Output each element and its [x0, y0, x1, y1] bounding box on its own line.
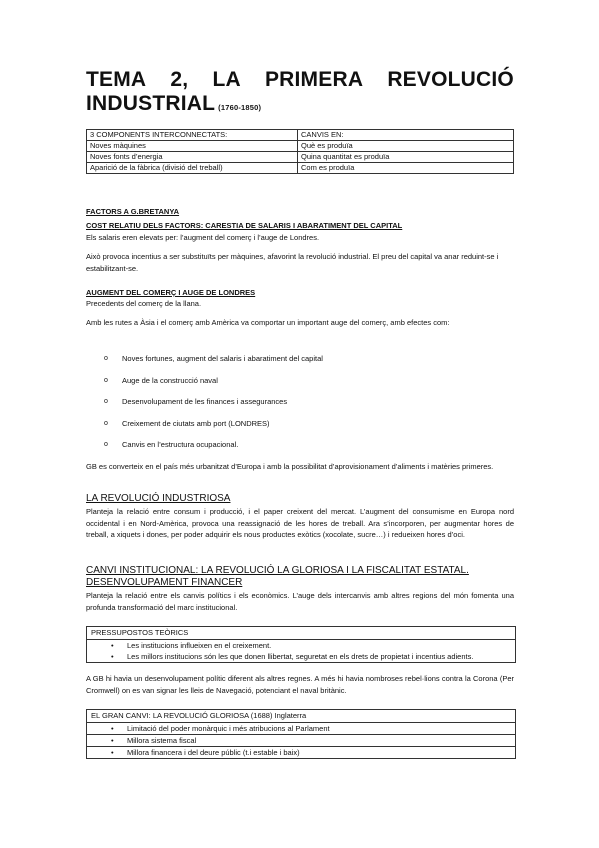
factors-subheading-cost: COST RELATIU DELS FACTORS: CARESTIA DE SALARIS I ABARATIMENT DEL CAPITAL [86, 221, 403, 230]
theory-box [86, 626, 516, 663]
bullet-marker: o [104, 441, 108, 448]
table-cell: Quina quantitat es produïa [298, 152, 514, 163]
table-row [87, 141, 514, 152]
factors-heading: FACTORS A G.BRETANYA [86, 207, 180, 216]
effects-list [86, 353, 514, 450]
industriosa-paragraph: Planteja la relació entre consum i producció, i el paper creixent del mercat. L’augment del consumisme en Europa nord occidental i en Nord-Amèrica, provoca una reassignació de les hores de treball. Ara s’incorporen, per augmentar hores de treball, a xiquets i dones, per poder adquirir els nous productes exòtics (xocolate, sucre…) i redueixen hores d’oci. [86, 507, 514, 539]
list-item [87, 746, 515, 758]
list-item [86, 396, 514, 407]
list-item-text: Creixement de ciutats amb port (LONDRES) [122, 418, 270, 428]
bullet-marker: • [111, 652, 114, 661]
list-item-text: Auge de la construcció naval [122, 375, 218, 385]
table-cell: Noves fonts d’energia [87, 152, 298, 163]
factors-conclusion: GB es converteix en el país més urbanitzat d’Europa i amb la possibilitat d’aprovisionament d’aliments i matèries primeres. [86, 462, 494, 471]
bullet-marker: • [111, 724, 114, 733]
bullet-marker: o [104, 355, 108, 362]
factors-paragraph: Els salaris eren elevats per: l’augment del comerç i l’auge de Londres. [86, 233, 320, 242]
title-word: PRIMERA [264, 68, 364, 91]
title-word: 2, [170, 68, 189, 91]
list-item [86, 439, 514, 450]
list-item [86, 418, 514, 429]
title-line-2 [86, 92, 514, 120]
table-cell: Noves màquines [87, 141, 298, 152]
list-item [87, 723, 515, 734]
document-page [86, 68, 514, 757]
table-cell: Com es produïa [298, 163, 514, 174]
factors-paragraph: Precedents del comerç de la llana. [86, 299, 202, 308]
list-item-text: Millora sistema fiscal [127, 736, 197, 745]
list-item [87, 651, 515, 662]
document-title [86, 68, 514, 120]
glorious-box-country: Inglaterra [272, 711, 307, 720]
industriosa-heading: LA REVOLUCIÓ INDUSTRIOSA [86, 493, 231, 504]
table-header-cell: 3 COMPONENTS INTERCONNECTATS: [87, 130, 298, 141]
glorious-box-title: EL GRAN CANVI: LA REVOLUCIÓ GLORIOSA (1688) [91, 711, 273, 720]
list-item-text: Desenvolupament de les finances i assegurances [122, 397, 288, 406]
list-item [87, 640, 515, 651]
bullet-marker: o [104, 419, 108, 427]
table-row [87, 163, 514, 174]
title-years: (1760-1850) [218, 103, 262, 112]
factors-paragraph: Això provoca incentius a ser substituïts per màquines, afavorint la revolució industrial. El preu del capital va anar reduint-se i estabilitzant-se. [86, 252, 499, 273]
list-item-text: Canvis en l’estructura ocupacional. [122, 440, 239, 449]
glorious-box-header [87, 710, 515, 723]
components-table [86, 129, 514, 174]
list-item [86, 353, 514, 364]
institucional-paragraph: Planteja la relació entre els canvis polítics i els econòmics. L’auge dels intercanvis amb altres regions del món fomenta una profunda transformació del marc institucional. [86, 591, 514, 612]
table-cell: Què es produïa [298, 141, 514, 152]
table-row [87, 152, 514, 163]
list-item-text: Noves fortunes, augment del salaris i abaratiment del capital [122, 354, 323, 363]
list-item-text: Limitació del poder monàrquic i més atribucions al Parlament [127, 724, 330, 733]
bullet-marker: • [111, 641, 114, 650]
title-word: TEMA [86, 68, 147, 91]
title-word: LA [212, 68, 241, 91]
list-item-text: Les millors institucions són les que donen llibertat, seguretat en els drets de propietat i incentius adients. [127, 652, 474, 661]
list-item [86, 375, 514, 386]
list-item [87, 734, 515, 746]
factors-paragraph: Amb les rutes a Àsia i el comerç amb Amèrica va comportar un important auge del comerç, amb efectes com: [86, 318, 450, 327]
table-cell: Aparició de la fàbrica (divisió del treball) [87, 163, 298, 174]
bullet-marker: o [104, 376, 108, 384]
title-word: REVOLUCIÓ [387, 68, 514, 91]
table-header-row [87, 130, 514, 141]
bullet-marker: o [104, 398, 108, 405]
title-line-1 [86, 68, 514, 92]
list-item-text: Les institucions influeixen en el creixement. [127, 641, 272, 650]
theory-box-header: PRESSUPOSTOS TEÒRICS [87, 627, 515, 640]
institucional-heading-line2: DESENVOLUPAMENT FINANCER [86, 577, 243, 588]
theory-list [87, 640, 515, 662]
institucional-paragraph-2: A GB hi havia un desenvolupament polític diferent als altres regnes. A més hi havia nombroses rebel·lions contra la Corona (Per Cromwell) on es van signar les lleis de Navegació, potenciant el naval britànic. [86, 674, 514, 695]
list-item-text: Millora financera i del deure públic (t.i estable i baix) [127, 748, 300, 757]
table-header-cell: CANVIS EN: [298, 130, 514, 141]
bullet-marker: • [111, 748, 114, 757]
glorious-list [87, 723, 515, 758]
glorious-revolution-box [86, 709, 516, 759]
institucional-heading-line1: CANVI INSTITUCIONAL: LA REVOLUCIÓ LA GLORIOSA I LA FISCALITAT ESTATAL. [86, 565, 469, 576]
title-word: INDUSTRIAL [86, 92, 216, 115]
bullet-marker: • [111, 736, 114, 745]
factors-subheading-commerce: AUGMENT DEL COMERÇ I AUGE DE LONDRES [86, 288, 256, 297]
